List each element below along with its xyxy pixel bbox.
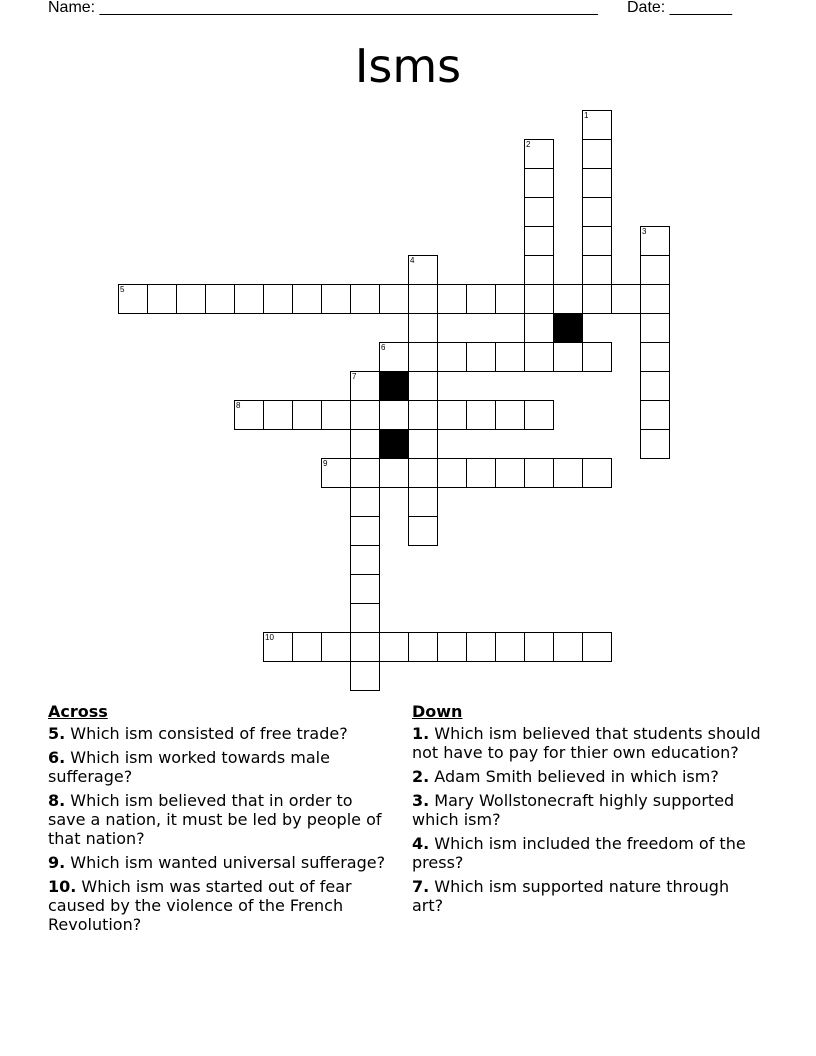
grid-cell[interactable] (263, 284, 293, 314)
cell-number: 10 (265, 633, 274, 642)
grid-cell[interactable] (524, 168, 554, 198)
grid-cell[interactable] (582, 284, 612, 314)
grid-cell[interactable] (495, 458, 525, 488)
grid-cell[interactable] (350, 429, 380, 459)
clue-text: Which ism consisted of free trade? (65, 724, 348, 743)
grid-cell[interactable] (466, 632, 496, 662)
grid-cell[interactable] (292, 400, 322, 430)
clue-number: 8. (48, 791, 66, 810)
grid-cell[interactable] (408, 632, 438, 662)
grid-cell[interactable] (176, 284, 206, 314)
cell-number: 6 (381, 343, 386, 352)
down-heading: Down (412, 702, 463, 721)
clue-text: Which ism supported nature through art? (412, 877, 730, 915)
grid-cell[interactable] (147, 284, 177, 314)
grid-cell[interactable] (350, 516, 380, 546)
grid-cell[interactable] (350, 574, 380, 604)
grid-cell[interactable] (234, 284, 264, 314)
grid-cell[interactable] (582, 342, 612, 372)
cell-number: 9 (323, 459, 328, 468)
clue-down-1 (412, 724, 762, 762)
grid-cell[interactable] (466, 342, 496, 372)
cell-number: 3 (642, 227, 647, 236)
clue-text: Mary Wollstonecraft highly supported which ism? (412, 791, 735, 829)
grid-cell[interactable] (553, 284, 583, 314)
grid-cell[interactable] (408, 487, 438, 517)
clue-down-7 (412, 877, 762, 915)
grid-cell[interactable] (321, 458, 351, 488)
cell-number: 8 (236, 401, 241, 410)
grid-cell[interactable] (350, 458, 380, 488)
grid-cell[interactable] (466, 400, 496, 430)
grid-cell[interactable] (582, 458, 612, 488)
grid-cell[interactable] (379, 284, 409, 314)
grid-cell[interactable] (437, 284, 467, 314)
grid-block (379, 429, 409, 459)
grid-cell[interactable] (640, 429, 670, 459)
clue-text: Which ism believed that in order to save a nation, it must be led by people of that nation? (48, 791, 382, 848)
grid-cell[interactable] (350, 400, 380, 430)
grid-cell[interactable] (437, 400, 467, 430)
grid-cell[interactable] (582, 168, 612, 198)
grid-cell[interactable] (292, 284, 322, 314)
grid-cell[interactable] (350, 371, 380, 401)
grid-cell[interactable] (234, 400, 264, 430)
clue-number: 4. (412, 834, 430, 853)
grid-cell[interactable] (408, 371, 438, 401)
grid-cell[interactable] (640, 255, 670, 285)
grid-cell[interactable] (640, 342, 670, 372)
grid-cell[interactable] (379, 342, 409, 372)
grid-cell[interactable] (292, 632, 322, 662)
grid-cell[interactable] (437, 342, 467, 372)
clue-number: 3. (412, 791, 430, 810)
grid-cell[interactable] (408, 255, 438, 285)
grid-cell[interactable] (524, 197, 554, 227)
cell-number: 7 (352, 372, 357, 381)
grid-block (553, 313, 583, 343)
grid-cell[interactable] (582, 110, 612, 140)
grid-cell[interactable] (466, 458, 496, 488)
cell-number: 1 (584, 111, 589, 120)
grid-cell[interactable] (524, 313, 554, 343)
grid-cell[interactable] (495, 342, 525, 372)
grid-cell[interactable] (640, 284, 670, 314)
grid-cell[interactable] (437, 632, 467, 662)
grid-cell[interactable] (524, 632, 554, 662)
grid-cell[interactable] (611, 284, 641, 314)
grid-cell[interactable] (582, 632, 612, 662)
grid-cell[interactable] (495, 284, 525, 314)
clue-text: Which ism worked towards male sufferage? (48, 748, 330, 786)
clue-across-10 (48, 877, 393, 934)
clue-number: 9. (48, 853, 66, 872)
clue-across-6 (48, 748, 393, 786)
grid-cell[interactable] (350, 284, 380, 314)
grid-block (379, 371, 409, 401)
grid-cell[interactable] (350, 661, 380, 691)
grid-cell[interactable] (524, 400, 554, 430)
grid-cell[interactable] (582, 139, 612, 169)
grid-cell[interactable] (408, 429, 438, 459)
grid-cell[interactable] (524, 342, 554, 372)
grid-cell[interactable] (582, 226, 612, 256)
grid-cell[interactable] (524, 458, 554, 488)
grid-cell[interactable] (408, 284, 438, 314)
grid-cell[interactable] (553, 632, 583, 662)
cell-number: 5 (120, 285, 125, 294)
clue-across-9 (48, 853, 393, 872)
grid-cell[interactable] (379, 458, 409, 488)
grid-cell[interactable] (118, 284, 148, 314)
down-clues (412, 702, 762, 920)
grid-cell[interactable] (524, 139, 554, 169)
grid-cell[interactable] (495, 400, 525, 430)
grid-cell[interactable] (582, 255, 612, 285)
grid-cell[interactable] (263, 400, 293, 430)
clue-text: Which ism wanted universal sufferage? (65, 853, 386, 872)
grid-cell[interactable] (379, 632, 409, 662)
grid-cell[interactable] (524, 255, 554, 285)
grid-cell[interactable] (640, 400, 670, 430)
clue-text: Adam Smith believed in which ism? (429, 767, 719, 786)
grid-cell[interactable] (524, 284, 554, 314)
across-clues (48, 702, 393, 939)
across-heading: Across (48, 702, 108, 721)
grid-cell[interactable] (379, 400, 409, 430)
date-line[interactable]: Date: _______ (627, 0, 732, 16)
grid-cell[interactable] (437, 458, 467, 488)
clue-number: 5. (48, 724, 66, 743)
grid-cell[interactable] (408, 400, 438, 430)
clue-across-5 (48, 724, 393, 743)
clue-text: Which ism included the freedom of the press? (412, 834, 746, 872)
grid-cell[interactable] (321, 632, 351, 662)
grid-cell[interactable] (524, 226, 554, 256)
cell-number: 2 (526, 140, 531, 149)
grid-cell[interactable] (321, 284, 351, 314)
grid-cell[interactable] (640, 313, 670, 343)
grid-cell[interactable] (640, 226, 670, 256)
grid-cell[interactable] (553, 342, 583, 372)
grid-cell[interactable] (350, 603, 380, 633)
clue-down-3 (412, 791, 762, 829)
clue-number: 2. (412, 767, 430, 786)
clue-number: 7. (412, 877, 430, 896)
clue-text: Which ism believed that students should not have to pay for thier own education? (412, 724, 761, 762)
page-title: Isms (354, 39, 462, 93)
grid-cell[interactable] (495, 632, 525, 662)
cell-number: 4 (410, 256, 415, 265)
grid-cell[interactable] (466, 284, 496, 314)
grid-cell[interactable] (350, 632, 380, 662)
grid-cell[interactable] (321, 400, 351, 430)
grid-cell[interactable] (408, 458, 438, 488)
grid-cell[interactable] (408, 342, 438, 372)
grid-cell[interactable] (582, 197, 612, 227)
clue-number: 6. (48, 748, 66, 767)
grid-cell[interactable] (408, 516, 438, 546)
clue-down-2 (412, 767, 762, 786)
clue-down-4 (412, 834, 762, 872)
clue-text: Which ism was started out of fear caused by the violence of the French Revolution? (48, 877, 352, 934)
clue-across-8 (48, 791, 393, 848)
clue-number: 10. (48, 877, 77, 896)
grid-cell[interactable] (640, 371, 670, 401)
grid-cell[interactable] (408, 313, 438, 343)
grid-cell[interactable] (350, 545, 380, 575)
grid-cell[interactable] (350, 487, 380, 517)
grid-cell[interactable] (263, 632, 293, 662)
name-line[interactable]: Name: ________________________________________________________ (48, 0, 598, 16)
grid-cell[interactable] (205, 284, 235, 314)
grid-cell[interactable] (553, 458, 583, 488)
clue-number: 1. (412, 724, 430, 743)
